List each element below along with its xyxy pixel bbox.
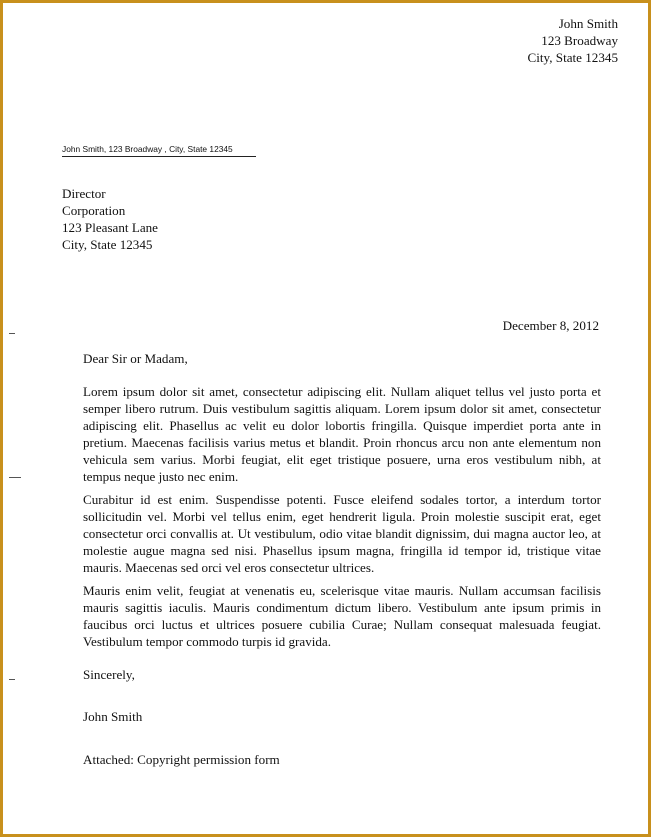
return-address-line: John Smith, 123 Broadway , City, State 12345 bbox=[62, 144, 256, 157]
enclosure-note: Attached: Copyright permission form bbox=[83, 752, 280, 767]
body-paragraph-1: Lorem ipsum dolor sit amet, consectetur adipiscing elit. Nullam aliquet tellus vel justo porta et semper libero rutrum. Duis vestibulum sagittis aliquam. Lorem ipsum dolor sit amet, consectetur adipiscing elit. Phasellus ac velit eu dolor lobortis fringilla. Quisque imperdiet porta ante in pretium. Maecenas facilisis varius metus et blandit. Proin rhoncus arcu non ante elementum non vehicula sem varius. Morbi feugiat, elit eget tristique posuere, urna eros vestibulum nibh, at tempus neque justo nec enim. bbox=[83, 384, 601, 484]
letter-date: December 8, 2012 bbox=[502, 318, 599, 333]
body-paragraph-3: Mauris enim velit, feugiat at venenatis eu, scelerisque vitae mauris. Nullam accumsan facilisis mauris sagittis iaculis. Mauris condimentum dictum libero. Vestibulum ante ipsum primis in faucibus orci luctus et ultrices posuere cubilia Curae; Nullam consequat malesuada feugiat. Vestibulum tempor commodo turpis id gravida. bbox=[83, 583, 601, 649]
recipient-line-3: 123 Pleasant Lane bbox=[62, 220, 158, 235]
recipient-address bbox=[62, 185, 158, 253]
sender-address bbox=[528, 15, 618, 66]
sender-street: 123 Broadway bbox=[541, 33, 618, 48]
fold-mark-bottom bbox=[9, 679, 15, 680]
recipient-line-4: City, State 12345 bbox=[62, 237, 153, 252]
punch-mark-center bbox=[9, 477, 21, 478]
sender-name: John Smith bbox=[558, 16, 618, 31]
salutation: Dear Sir or Madam, bbox=[83, 351, 188, 366]
letter-body bbox=[83, 350, 601, 768]
recipient-line-1: Director bbox=[62, 186, 106, 201]
fold-mark-top bbox=[9, 333, 15, 334]
recipient-line-2: Corporation bbox=[62, 203, 126, 218]
closing: Sincerely, bbox=[83, 667, 135, 682]
signature-name: John Smith bbox=[83, 709, 143, 724]
body-paragraph-2: Curabitur id est enim. Suspendisse potenti. Fusce eleifend sodales tortor, a interdum tortor sollicitudin vel. Morbi vel tellus enim, eget hendrerit ligula. Proin molestie suscipit erat, eget consectetur orci convallis at. Ut vestibulum, odio vitae blandit dignissim, dui magna auctor leo, at molestie augue magna sed nisi. Phasellus ipsum magna, fringilla id tempor id, tristique vitae mauris. Maecenas sed orci vel eros consectetur ultrices. bbox=[83, 492, 601, 575]
sender-city: City, State 12345 bbox=[527, 50, 618, 65]
